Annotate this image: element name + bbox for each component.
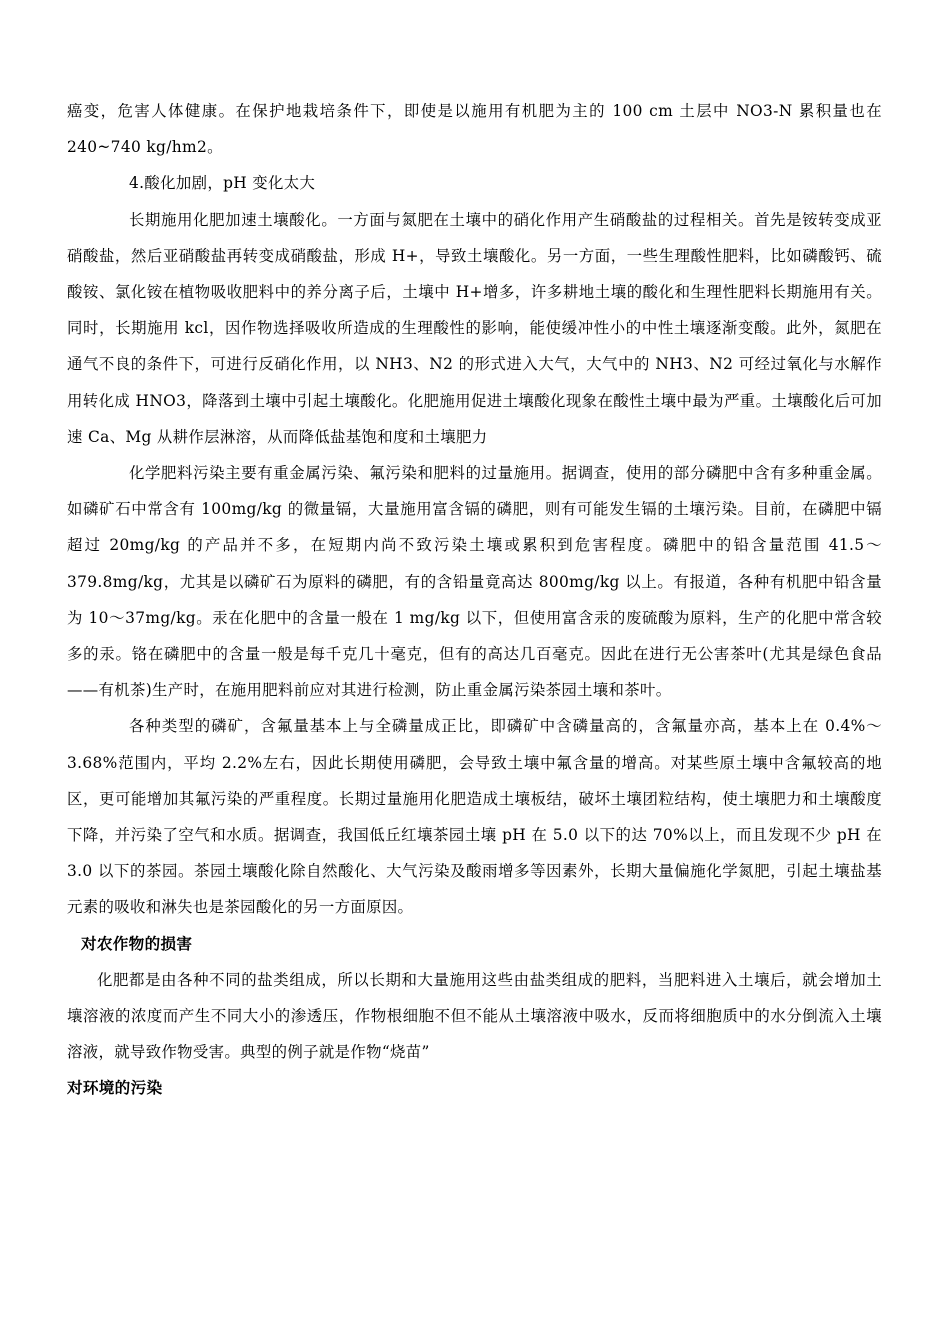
paragraph-continuation: 癌变，危害人体健康。在保护地栽培条件下，即使是以施用有机肥为主的 100 cm 土层中 NO3-N 累积量也在 240~740 kg/hm2。 [67,102,882,157]
heading-crop-damage: 对农作物的损害 [81,934,193,953]
paragraph-crop-damage: 化肥都是由各种不同的盐类组成，所以长期和大量施用这些由盐类组成的肥料，当肥料进入土壤后，就会增加土壤溶液的浓度而产生不同大小的渗透压，作物根细胞不但不能从土壤溶液中吸水，反而将细胞质中的水分倒流入土壤溶液，就导致作物受害。典型的例子就是作物“烧苗” [67,970,882,1062]
paragraph-soil-acidification: 长期施用化肥加速土壤酸化。一方面与氮肥在土壤中的硝化作用产生硝酸盐的过程相关。首先是铵转变成亚硝酸盐，然后亚硝酸盐再转变成硝酸盐，形成 H+，导致土壤酸化。另一方面，一些生理酸性肥料，比如磷酸钙、硫酸铵、氯化铵在植物吸收肥料中的养分离子后，土壤中 H+增多，许多耕地土壤的酸化和生理性肥料长期施用有关。同时，长期施用 kcl，因作物选择吸收所造成的生理酸性的影响，能使缓冲性小的中性土壤逐渐变酸。此外，氮肥在通气不良的条件下，可进行反硝化作用，以 NH3、N2 的形式进入大气，大气中的 NH3、N2 可经过氧化与水解作用转化成 HNO3，降落到土壤中引起土壤酸化。化肥施用促进土壤酸化现象在酸性土壤中最为严重。土壤酸化后可加速 Ca、Mg 从耕作层淋溶，从而降低盐基饱和度和土壤肥力 [67,210,882,446]
heading-environmental-pollution: 对环境的污染 [67,1079,163,1098]
paragraph-fluoride-pollution: 各种类型的磷矿，含氟量基本上与全磷量成正比，即磷矿中含磷量高的，含氟量亦高，基本上在 0.4%～3.68%范围内，平均 2.2%左右，因此长期使用磷肥，会导致土壤中氟含量的增高。对某些原土壤中含氟较高的地区，更可能增加其氟污染的严重程度。长期过量施用化肥造成土壤板结，破坏土壤团粒结构，使土壤肥力和土壤酸度下降，并污染了空气和水质。据调查，我国低丘红壤茶园土壤 pH 在 5.0 以下的达 70%以上，而且发现不少 pH 在 3.0 以下的茶园。茶园土壤酸化除自然酸化、大气污染及酸雨增多等因素外，长期大量偏施化学氮肥，引起土壤盐基元素的吸收和淋失也是茶园酸化的另一方面原因。 [67,717,882,917]
document-page [67,93,882,1107]
paragraph-heavy-metal-pollution: 化学肥料污染主要有重金属污染、氟污染和肥料的过量施用。据调查，使用的部分磷肥中含有多种重金属。如磷矿石中常含有 100mg/kg 的微量镉，大量施用富含镉的磷肥，则有可能发生镉的土壤污染。目前，在磷肥中镉超过 20mg/kg 的产品并不多，在短期内尚不致污染土壤或累积到危害程度。磷肥中的铅含量范围 41.5～379.8mg/kg，尤其是以磷矿石为原料的磷肥，有的含铅量竟高达 800mg/kg 以上。有报道，各种有机肥中铅含量为 10～37mg/kg。汞在化肥中的含量一般在 1 mg/kg 以下，但使用富含汞的废硫酸为原料，生产的化肥中常含较多的汞。铬在磷肥中的含量一般是每千克几十毫克，但有的高达几百毫克。因此在进行无公害茶叶(尤其是绿色食品——有机茶)生产时，在施用肥料前应对其进行检测，防止重金属污染茶园土壤和茶叶。 [67,464,882,700]
section-heading-acidification: 4.酸化加剧，pH 变化太大 [129,174,316,193]
